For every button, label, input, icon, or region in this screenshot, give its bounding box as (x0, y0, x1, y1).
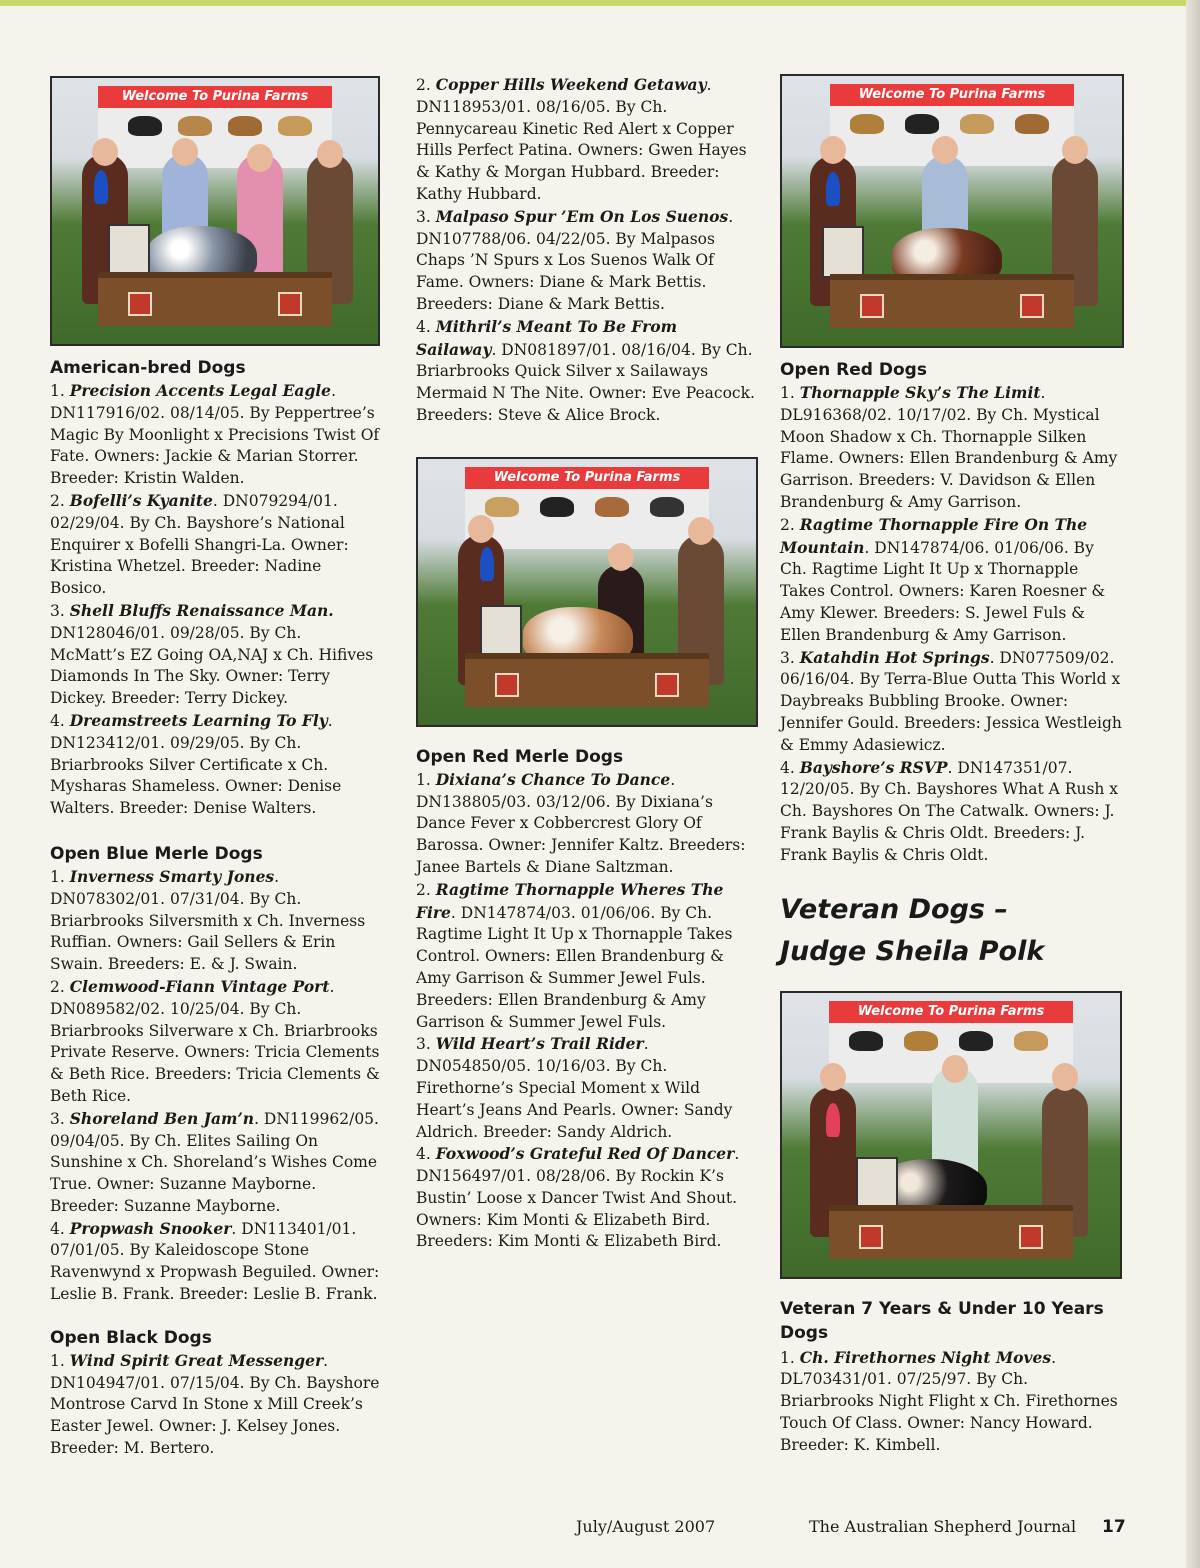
dog-name: Dreamstreets Learning To Fly (69, 710, 328, 730)
billboard-dog (128, 116, 162, 136)
entry: 4. Dreamstreets Learning To Fly. DN123412/01. 09/29/05. By Ch. Briarbrooks Silver Certificate x Ch. Mysharas Shameless. Owner: Denise Walters. Breeder: Denise Walters. (50, 710, 342, 818)
presenter-head (1062, 136, 1088, 164)
photo-american-bred-winner (50, 76, 380, 346)
podium-tile (495, 673, 519, 697)
podium-tile (1020, 294, 1044, 318)
entry: 2. Clemwood-Fiann Vintage Port. DN089582/02. 10/25/04. By Ch. Briarbrooks Silverware x Ch. Briarbrooks Private Reserve. Owners: Tricia Clements & Beth Rice. Breeders: Tricia Clements & Beth Rice. (50, 976, 380, 1105)
billboard-dog (1014, 1031, 1048, 1051)
ribbon (480, 547, 494, 581)
podium-tile (655, 673, 679, 697)
podium (830, 274, 1075, 328)
photo-banner: Welcome To Purina Farms (465, 467, 708, 489)
judge-head (468, 515, 494, 543)
column-3 (780, 74, 1125, 1457)
entry: 1. Thornapple Sky’s The Limit. DL916368/02. 10/17/02. By Ch. Mystical Moon Shadow x Ch. Thornapple Silken Flame. Owners: Ellen Brandenburg & Amy Garrison. Breeders: V. Davidson & Ellen Brandenburg & Amy Garrison. (780, 383, 1118, 511)
dog-name: Thornapple Sky’s The Limit (799, 383, 1041, 402)
entry: 1. Dixiana’s Chance To Dance. DN138805/03. 03/12/06. By Dixiana’s Dance Fever x Cobbercrest Glory Of Barossa. Owner: Jennifer Kaltz. Breeders: Janee Bartels & Diane Saltzman. (416, 769, 746, 876)
dog-name: Shell Bluffs Renaissance Man. (69, 600, 334, 620)
billboard-dog (650, 497, 684, 517)
entries-open-red (780, 382, 1125, 867)
podium-tile (1019, 1225, 1043, 1249)
dog-name: Precision Accents Legal Eagle (69, 381, 332, 400)
dog-name: Mithril’s Meant To Be From Sailaway (416, 316, 678, 359)
section-heading-open-blue-merle: Open Blue Merle Dogs (50, 843, 263, 864)
entries-american-bred-continued (416, 74, 761, 427)
podium-tile (278, 292, 302, 316)
billboard-dog (959, 1031, 993, 1051)
entry: 3. Wild Heart’s Trail Rider. DN054850/05. 10/16/03. By Ch. Firethorne’s Special Moment x Wild Heart’s Jeans And Pearls. Owner: Sandy Aldrich. Breeder: Sandy Aldrich. (416, 1034, 733, 1141)
photo-banner: Welcome To Purina Farms (830, 84, 1075, 106)
presenter-head (688, 517, 714, 545)
entry: 2. Copper Hills Weekend Getaway. DN118953/01. 08/16/05. By Ch. Pennycareau Kinetic Red Alert x Copper Hills Perfect Patina. Owners: Gwen Hayes & Kathy & Morgan Hubbard. Breeder: Kathy Hubbard. (416, 75, 747, 203)
entry: 1. Inverness Smarty Jones. DN078302/01. 07/31/04. By Ch. Briarbrooks Silversmith x Ch. Inverness Ruffian. Owners: Gail Sellers & Erin Swain. Breeders: E. & J. Swain. (50, 866, 366, 974)
presenter-head (247, 144, 273, 172)
dog-name: Bayshore’s RSVP (799, 757, 948, 777)
dog-name: Katahdin Hot Springs (799, 647, 990, 667)
dog-name: Ch. Firethornes Night Moves (799, 1347, 1052, 1367)
billboard-dog (904, 1031, 938, 1051)
dog-name: Ragtime Thornapple Fire On The Mountain (780, 514, 1088, 557)
presenter-head (317, 140, 343, 168)
dog-name: Bofelli’s Kyanite (69, 490, 213, 510)
podium (829, 1205, 1072, 1259)
entries-veteran (780, 1347, 1125, 1457)
podium-tile (860, 294, 884, 318)
billboard-dog (278, 116, 312, 136)
section-heading-american-bred: American-bred Dogs (50, 358, 246, 378)
photo-veteran-winner (780, 991, 1122, 1279)
entry: 3. Katahdin Hot Springs. DN077509/02. 06/16/04. By Terra-Blue Outta This World x Daybreaks Bubbling Brooke. Owner: Jennifer Gould. Breeders: Jessica Westleigh & Emmy Adasiewicz. (780, 647, 1122, 754)
entry: 1. Ch. Firethornes Night Moves. DL703431/01. 07/25/97. By Ch. Briarbrooks Night Flight x Ch. Firethornes Touch Of Class. Owner: Nancy Howard. Breeder: K. Kimbell. (780, 1347, 1118, 1454)
billboard-dog (178, 116, 212, 136)
ribbon (826, 1103, 840, 1137)
page-number: 17 (1102, 1517, 1126, 1537)
footer-issue-date: July/August 2007 (576, 1517, 716, 1536)
section-heading-veteran: Veteran 7 Years & Under 10 Years Dogs (780, 1298, 1104, 1343)
dog-name: Malpaso Spur ’Em On Los Suenos (435, 206, 729, 226)
entry: 2. Ragtime Thornapple Wheres The Fire. DN147874/03. 01/06/06. By Ch. Ragtime Light It Up x Thornapple Takes Control. Owners: Ellen Brandenburg & Amy Garrison & Summer Jewel Fuls. Breeders: Ellen Brandenburg & Amy Garrison & Summer Jewel Fuls. (416, 879, 733, 1031)
page-edge (1186, 0, 1200, 1568)
ribbon (94, 170, 108, 204)
podium (98, 272, 333, 326)
dog-name: Wild Heart’s Trail Rider (435, 1034, 644, 1054)
presenter-head (1052, 1063, 1078, 1091)
photo-red-merle-winner (416, 457, 758, 727)
entry: 4. Bayshore’s RSVP. DN147351/07. 12/20/05. By Ch. Bayshores What A Rush x Ch. Bayshores On The Catwalk. Owners: J. Frank Baylis & Chris Oldt. Breeders: J. Frank Baylis & Chris Oldt. (780, 757, 1119, 864)
entries-open-black (50, 1350, 380, 1460)
entry: 4. Propwash Snooker. DN113401/01. 07/01/05. By Kaleidoscope Stone Ravenwynd x Propwash Beguiled. Owner: Leslie B. Frank. Breeder: Leslie B. Frank. (50, 1218, 380, 1304)
first-place-placard (480, 605, 522, 657)
judge-head (820, 1063, 846, 1091)
section-heading-open-red-merle: Open Red Merle Dogs (416, 746, 624, 767)
section-heading-open-black: Open Black Dogs (50, 1327, 212, 1348)
judge-head (820, 136, 846, 164)
podium-tile (128, 292, 152, 316)
podium (465, 653, 708, 707)
section-heading-open-red: Open Red Dogs (780, 360, 927, 380)
ribbon (826, 172, 840, 206)
entry: 2. Bofelli’s Kyanite. DN079294/01. 02/29/04. By Ch. Bayshore’s National Enquirer x Bofelli Shangri-La. Owner: Kristina Whetzel. Breeder: Nadine Bosico. (50, 490, 349, 598)
first-place-placard (822, 226, 864, 278)
entry: 3. Shell Bluffs Renaissance Man. DN128046/01. 09/28/05. By Ch. McMatt’s EZ Going OA,NAJ x Ch. Hifives Diamonds In The Sky. Owner: Terry Dickey. Breeder: Terry Dickey. (50, 600, 374, 708)
dog-name: Shoreland Ben Jam’n (69, 1108, 255, 1128)
billboard-dog (228, 116, 262, 136)
entries-open-red-merle (416, 769, 761, 1254)
veteran-heading-line-1: Veteran Dogs – (780, 893, 1008, 925)
column-2 (416, 74, 761, 1253)
entry: 1. Wind Spirit Great Messenger. DN104947/01. 07/15/04. By Ch. Bayshore Montrose Carvd In Stone x Mill Creek’s Easter Jewel. Owner: J. Kelsey Jones. Breeder: M. Bertero. (50, 1350, 380, 1458)
dog-name: Wind Spirit Great Messenger (69, 1350, 324, 1370)
dog-name: Clemwood-Fiann Vintage Port (69, 976, 330, 996)
dog-name: Foxwood’s Grateful Red Of Dancer (435, 1144, 735, 1164)
billboard-dog (905, 114, 939, 134)
billboard-dog (1015, 114, 1049, 134)
billboard-dog (960, 114, 994, 134)
handler-head (608, 543, 634, 571)
photo-red-winner (780, 74, 1124, 348)
first-place-placard (856, 1157, 898, 1209)
billboard (98, 108, 333, 168)
entries-open-blue-merle (50, 866, 380, 1306)
first-place-placard (108, 224, 150, 276)
billboard-dog (849, 1031, 883, 1051)
handler-head (932, 136, 958, 164)
dog-name: Propwash Snooker (69, 1218, 232, 1238)
entry: 3. Malpaso Spur ’Em On Los Suenos. DN107788/06. 04/22/05. By Malpasos Chaps ’N Spurs x Los Suenos Walk Of Fame. Owners: Diane & Mark Bettis. Breeders: Diane & Mark Bettis. (416, 206, 734, 313)
billboard-dog (540, 497, 574, 517)
veteran-judge-heading (780, 889, 1125, 973)
billboard-dog (485, 497, 519, 517)
dog-name: Inverness Smarty Jones (69, 866, 275, 886)
handler-head (172, 138, 198, 166)
entries-american-bred (50, 380, 380, 820)
photo-banner: Welcome To Purina Farms (829, 1001, 1072, 1023)
entry: 3. Shoreland Ben Jam’n. DN119962/05. 09/04/05. By Ch. Elites Sailing On Sunshine x Ch. Shoreland’s Wishes Come True. Owner: Suzanne Mayborne. Breeder: Suzanne Mayborne. (50, 1108, 379, 1215)
entry: 4. Foxwood’s Grateful Red Of Dancer. DN156497/01. 08/28/06. By Rockin K’s Bustin’ Loose x Dancer Twist And Shout. Owners: Kim Monti & Elizabeth Bird. Breeders: Kim Monti & Elizabeth Bird. (416, 1144, 740, 1251)
entry: 2. Ragtime Thornapple Fire On The Mountain. DN147874/06. 01/06/06. By Ch. Ragtime Light It Up x Thornapple Takes Control. Owners: Karen Roesner & Amy Klewer. Breeders: S. Jewel Fuls & Ellen Brandenburg & Amy Garrison. (780, 514, 1106, 644)
billboard-dog (850, 114, 884, 134)
billboard (465, 489, 708, 549)
column-1 (50, 76, 380, 1460)
dog-name: Ragtime Thornapple Wheres The Fire (416, 879, 724, 922)
veteran-heading-line-2: Judge Sheila Polk (780, 935, 1045, 967)
entry: 1. Precision Accents Legal Eagle. DN117916/02. 08/14/05. By Peppertree’s Magic By Moonlight x Precisions Twist Of Fate. Owners: Jackie & Marian Storrer. Breeder: Kristin Walden. (50, 381, 380, 488)
dog-name: Copper Hills Weekend Getaway (435, 75, 707, 94)
billboard-dog (595, 497, 629, 517)
entry: 4. Mithril’s Meant To Be From Sailaway. DN081897/01. 08/16/04. By Ch. Briarbrooks Quick Silver x Sailaways Mermaid N The Nite. Owner: Eve Peacock. Breeders: Steve & Alice Brock. (416, 316, 755, 424)
footer-journal-title: The Australian Shepherd Journal (809, 1517, 1077, 1536)
podium-tile (859, 1225, 883, 1249)
handler-head (942, 1055, 968, 1083)
judge-head (92, 138, 118, 166)
photo-banner: Welcome To Purina Farms (98, 86, 333, 108)
top-band (0, 0, 1200, 6)
dog-name: Dixiana’s Chance To Dance (435, 769, 671, 789)
